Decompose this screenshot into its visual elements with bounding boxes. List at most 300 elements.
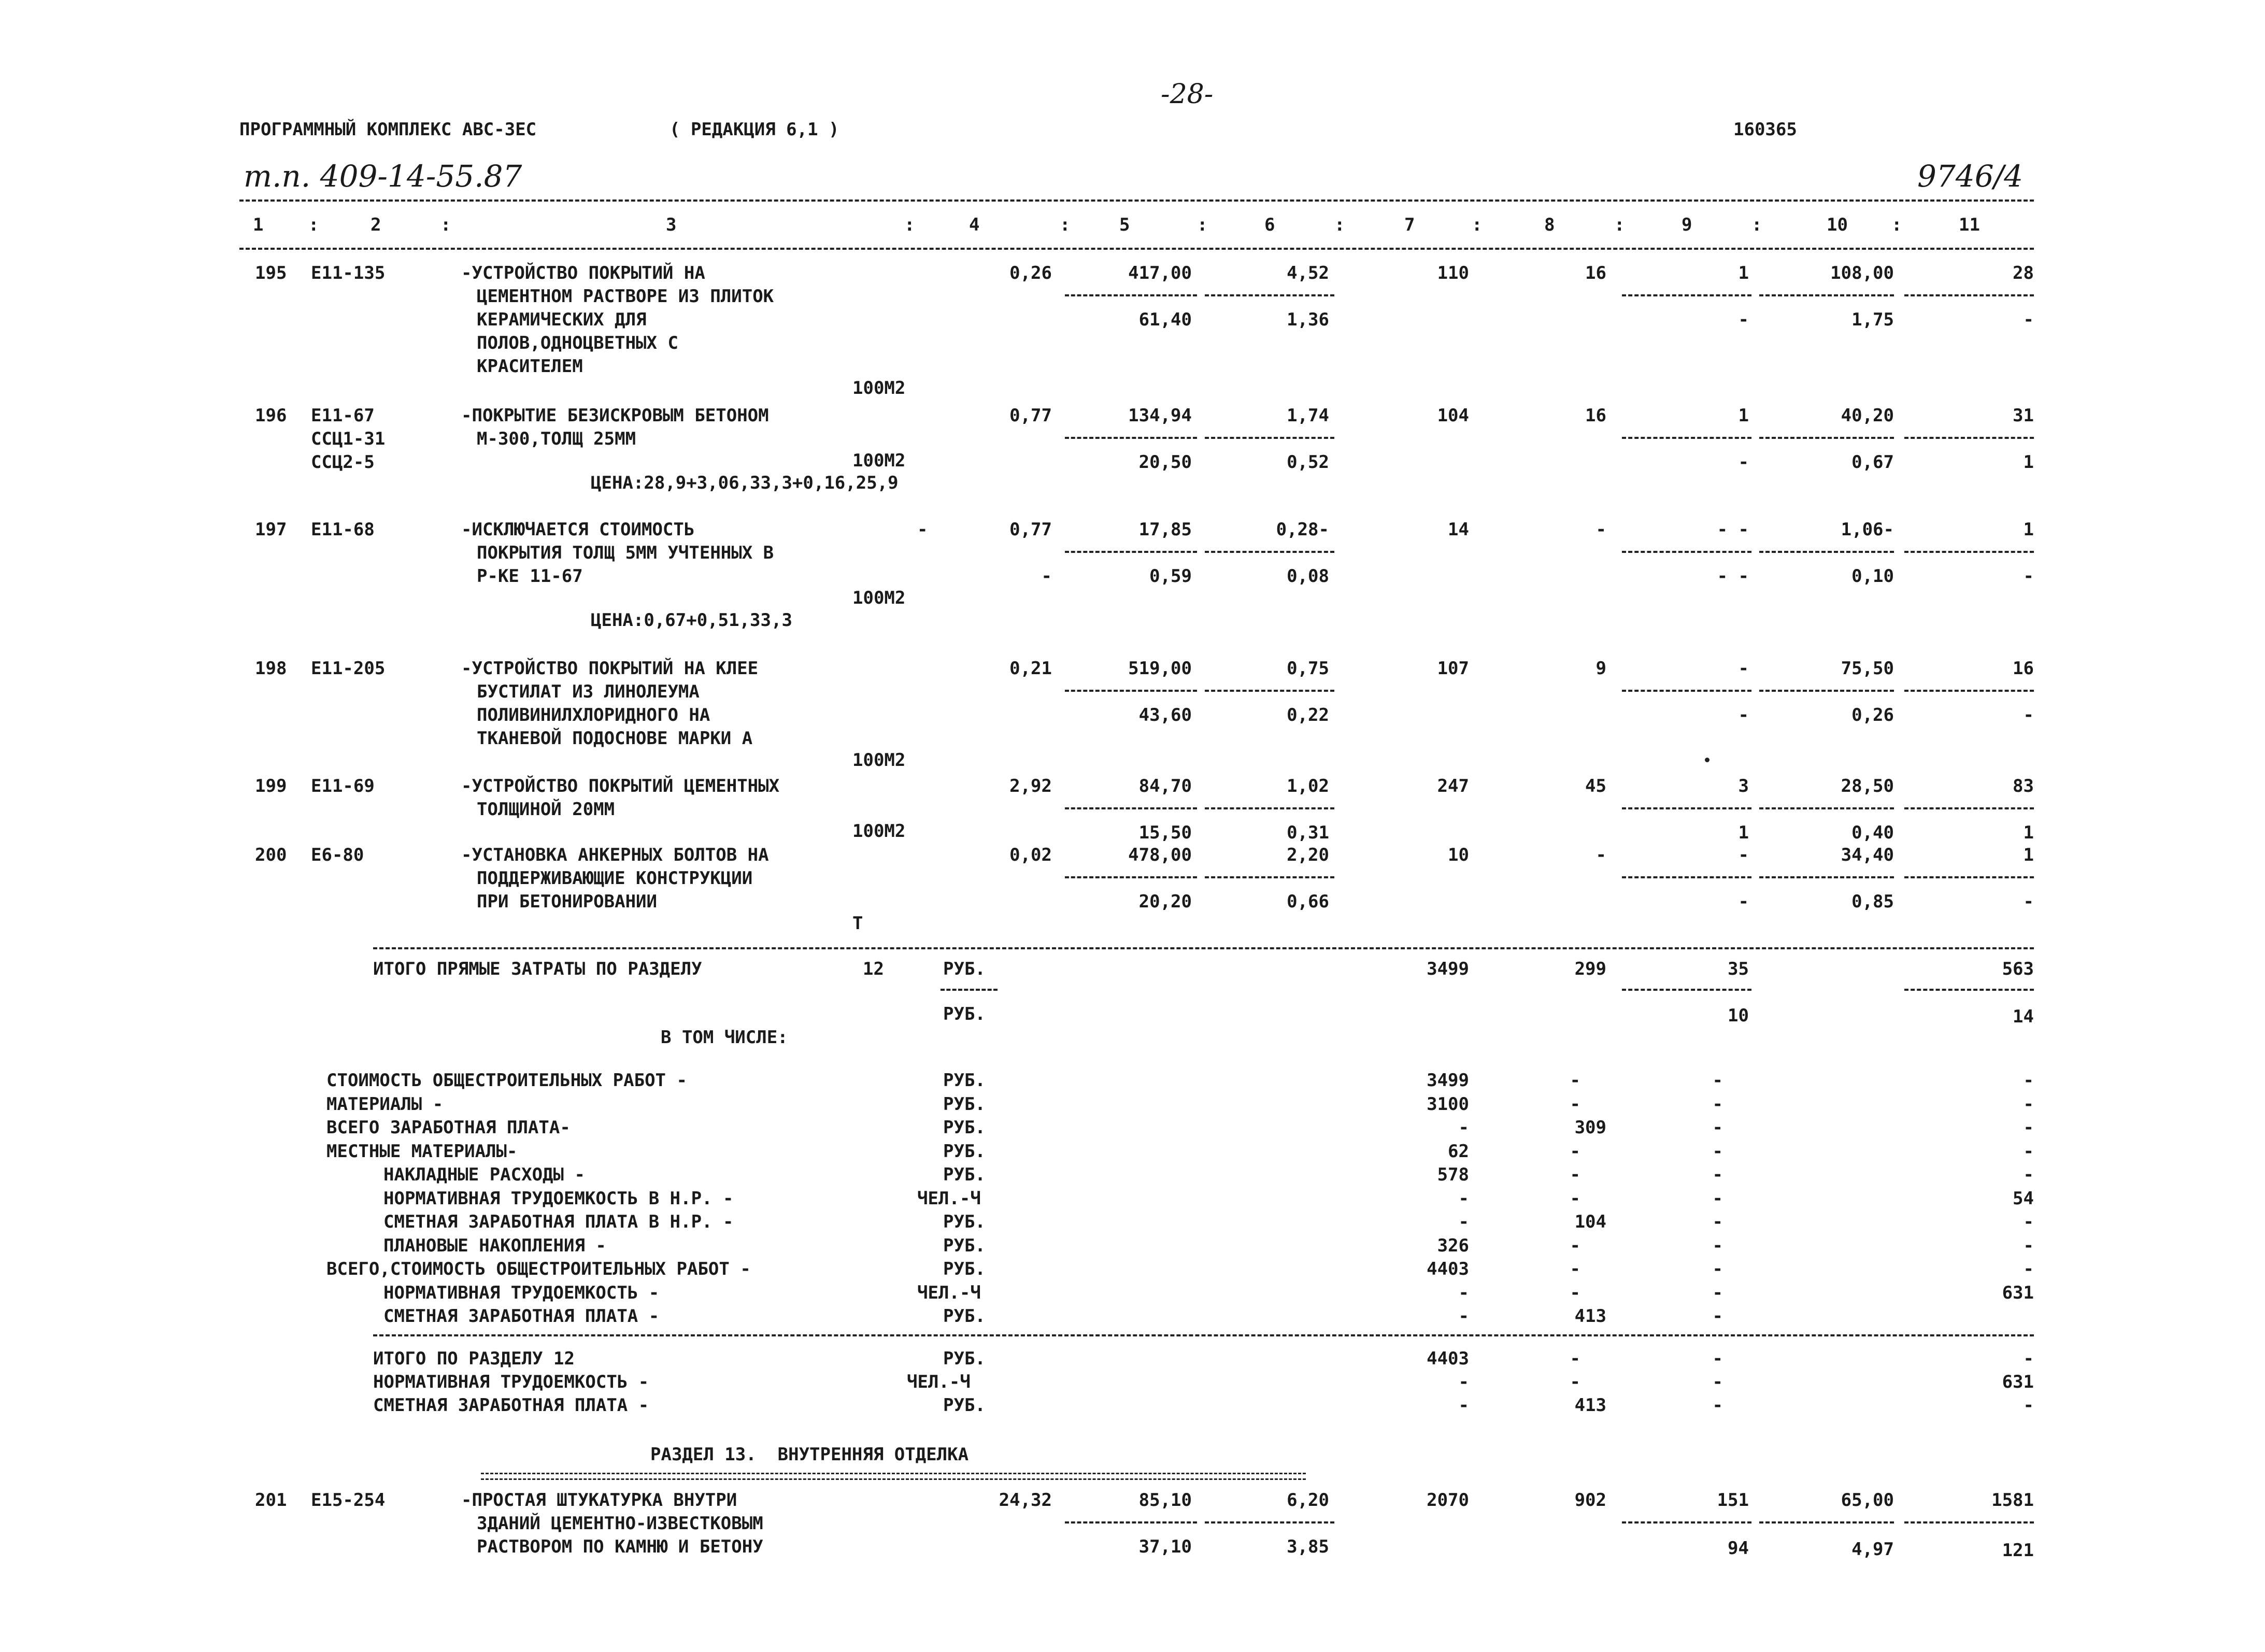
breakdown-col11: - xyxy=(2023,1093,2034,1115)
breakdown-unit: РУБ. xyxy=(943,1235,986,1256)
breakdown-col9: - xyxy=(1712,1070,1723,1091)
breakdown-col11: - xyxy=(2023,1164,2034,1185)
column-header-10: 10 xyxy=(1827,215,1848,235)
cell-col5: 84,70 xyxy=(1138,776,1192,796)
cell-col4: 2,92 xyxy=(1009,776,1052,796)
column-header-3: 3 xyxy=(666,215,677,235)
breakdown-col8: - xyxy=(1570,1259,1580,1279)
breakdown-col7: 3499 xyxy=(1427,1070,1469,1091)
cell-col8: 16 xyxy=(1585,263,1606,283)
rule-line xyxy=(1759,1521,1894,1523)
item-description: ЦЕМЕНТНОМ РАСТВОРЕ ИЗ ПЛИТОК xyxy=(477,286,774,307)
breakdown-unit: РУБ. xyxy=(943,1259,986,1279)
cell-col4: 0,77 xyxy=(1009,519,1052,540)
cell-col8: 902 xyxy=(1574,1490,1606,1511)
item-description: ПОЛОВ,ОДНОЦВЕТНЫХ С xyxy=(477,333,678,353)
cell-col6-sub: 3,85 xyxy=(1287,1536,1329,1557)
cell-col6: 1,02 xyxy=(1287,776,1329,796)
cell-col11-sub: - xyxy=(2023,566,2034,587)
breakdown-col11: - xyxy=(2023,1259,2034,1279)
section-13-title: РАЗДЕЛ 13. ВНУТРЕННЯЯ ОТДЕЛКА xyxy=(650,1444,969,1465)
cell-col7: 247 xyxy=(1437,776,1469,796)
item-description: ПОЛИВИНИЛХЛОРИДНОГО НА xyxy=(477,705,710,725)
rule-line xyxy=(1205,690,1334,692)
breakdown-col7: - xyxy=(1458,1212,1469,1232)
cell-col11-sub: 1 xyxy=(2023,452,2034,473)
item-description: ТКАНЕВОЙ ПОДОСНОВЕ МАРКИ А xyxy=(477,728,753,749)
total-direct-col7: 3499 xyxy=(1427,959,1469,979)
item-description: КЕРАМИЧЕСКИХ ДЛЯ xyxy=(477,309,647,330)
cell-col9-sub: - xyxy=(1738,891,1749,912)
rule-line xyxy=(1904,690,2034,692)
item-description: РАСТВОРОМ ПО КАМНЮ И БЕТОНУ xyxy=(477,1536,763,1557)
rule-line xyxy=(1622,294,1751,296)
cell-col5-sub: 20,50 xyxy=(1138,452,1192,473)
rule-line xyxy=(1065,1521,1197,1523)
breakdown-col11: - xyxy=(2023,1117,2034,1138)
cell-col10-sub: 0,67 xyxy=(1851,452,1894,473)
breakdown-col9: - xyxy=(1712,1093,1723,1115)
item-number: 197 xyxy=(255,519,287,540)
column-separator: : xyxy=(1472,215,1483,235)
cell-col11: 28 xyxy=(2013,263,2034,283)
breakdown-col9: - xyxy=(1712,1235,1723,1256)
rule-line xyxy=(373,947,2034,949)
breakdown-col9: - xyxy=(1712,1282,1723,1303)
rule-line xyxy=(1622,807,1751,809)
breakdown-unit: ЧЕЛ.-Ч xyxy=(917,1282,981,1303)
breakdown-unit: РУБ. xyxy=(943,1141,986,1162)
cell-col11-sub: 121 xyxy=(2002,1540,2034,1561)
page-number: -28- xyxy=(1161,79,1214,110)
item-number: 201 xyxy=(255,1490,287,1511)
cell-col6-sub: 0,66 xyxy=(1287,891,1329,912)
breakdown-unit: РУБ. xyxy=(943,1306,986,1327)
item-description: -УСТРОЙСТВО ПОКРЫТИЙ НА xyxy=(461,263,705,283)
cell-col5: 85,10 xyxy=(1138,1490,1192,1511)
column-separator: : xyxy=(1197,215,1208,235)
breakdown-label: МЕСТНЫЕ МАТЕРИАЛЫ- xyxy=(326,1141,518,1162)
breakdown-col8: - xyxy=(1570,1188,1580,1209)
item-number: 196 xyxy=(255,405,287,426)
rule-line xyxy=(1205,1521,1334,1523)
breakdown-label: ПЛАНОВЫЕ НАКОПЛЕНИЯ - xyxy=(383,1235,606,1256)
breakdown-unit: РУБ. xyxy=(943,1117,986,1138)
item-number: 198 xyxy=(255,658,287,679)
edition-label: ( РЕДАКЦИЯ 6,1 ) xyxy=(669,119,839,140)
breakdown-col7: 62 xyxy=(1448,1141,1469,1162)
cell-col9: 151 xyxy=(1717,1490,1749,1511)
rule-line xyxy=(1759,551,1894,553)
cell-col10: 108,00 xyxy=(1830,263,1894,283)
cell-col9-sub: - xyxy=(1738,705,1749,725)
section-total-unit: РУБ. xyxy=(943,1395,986,1416)
cell-col7: 14 xyxy=(1448,519,1469,540)
cell-col6-sub: 0,52 xyxy=(1287,452,1329,473)
breakdown-col8: - xyxy=(1570,1235,1580,1256)
breakdown-unit: РУБ. xyxy=(943,1093,986,1115)
project-code-handwritten: т.п. 409-14-55.87 xyxy=(244,159,522,194)
breakdown-col11: - xyxy=(2023,1141,2034,1162)
cell-col6: 2,20 xyxy=(1287,845,1329,865)
item-description: -ИСКЛЮЧАЕТСЯ СТОИМОСТЬ xyxy=(461,519,695,540)
cell-col11: 1 xyxy=(2023,519,2034,540)
cell-col5: 417,00 xyxy=(1128,263,1192,283)
item-description: КРАСИТЕЛЕМ xyxy=(477,356,583,377)
cell-col9-sub: 1 xyxy=(1738,822,1749,843)
cell-col6: 6,20 xyxy=(1287,1490,1329,1511)
item-code: Е11-205 xyxy=(311,658,386,679)
cell-col11: 1 xyxy=(2023,845,2034,865)
cell-col4: 0,77 xyxy=(1009,405,1052,426)
cell-col8: - xyxy=(1596,519,1606,540)
column-separator: : xyxy=(1334,215,1345,235)
cell-col5: 134,94 xyxy=(1128,405,1192,426)
cell-col5-sub: 61,40 xyxy=(1138,309,1192,330)
total-direct-col9: 35 xyxy=(1728,959,1749,979)
item-description: Р-КЕ 11-67 xyxy=(477,566,583,587)
cell-col6: 0,75 xyxy=(1287,658,1329,679)
breakdown-col9: - xyxy=(1712,1117,1723,1138)
cell-col11-sub: - xyxy=(2023,891,2034,912)
section-title-underline xyxy=(481,1473,1306,1480)
breakdown-col8: - xyxy=(1570,1164,1580,1185)
breakdown-col9: - xyxy=(1712,1141,1723,1162)
section-total-col8: - xyxy=(1570,1372,1580,1392)
cell-col6: 4,52 xyxy=(1287,263,1329,283)
cell-col11-sub: - xyxy=(2023,705,2034,725)
cell-col10-sub: 0,26 xyxy=(1851,705,1894,725)
cell-col10-sub: 0,10 xyxy=(1851,566,1894,587)
column-header-5: 5 xyxy=(1119,215,1130,235)
item-description: -УСТАНОВКА АНКЕРНЫХ БОЛТОВ НА xyxy=(461,845,769,865)
total-direct-col8: 299 xyxy=(1574,959,1606,979)
section-total-col9: - xyxy=(1712,1395,1723,1416)
breakdown-label: СТОИМОСТЬ ОБЩЕСТРОИТЕЛЬНЫХ РАБОТ - xyxy=(326,1070,687,1091)
breakdown-label: ВСЕГО ЗАРАБОТНАЯ ПЛАТА- xyxy=(326,1117,571,1138)
item-unit: Т xyxy=(852,913,863,934)
item-code: Е6-80 xyxy=(311,845,364,865)
rule-line xyxy=(1759,807,1894,809)
cell-col7: 2070 xyxy=(1427,1490,1469,1511)
rule-line xyxy=(1622,690,1751,692)
rule-line xyxy=(1065,807,1197,809)
cell-col9-sub: - xyxy=(1738,309,1749,330)
cell-col5-sub: 0,59 xyxy=(1149,566,1192,587)
column-separator: : xyxy=(1891,215,1902,235)
cell-col8: 45 xyxy=(1585,776,1606,796)
item-code: Е11-67 xyxy=(311,405,375,426)
breakdown-col11: 54 xyxy=(2013,1188,2034,1209)
breakdown-label: СМЕТНАЯ ЗАРАБОТНАЯ ПЛАТА В Н.Р. - xyxy=(383,1212,734,1232)
item-description: -ПРОСТАЯ ШТУКАТУРКА ВНУТРИ xyxy=(461,1490,737,1511)
breakdown-label: СМЕТНАЯ ЗАРАБОТНАЯ ПЛАТА - xyxy=(383,1306,660,1327)
item-description: ПОДДЕРЖИВАЮЩИЕ КОНСТРУКЦИИ xyxy=(477,868,753,889)
breakdown-col7: - xyxy=(1458,1117,1469,1138)
section-total-unit: РУБ. xyxy=(943,1348,986,1369)
cell-col9-sub: - xyxy=(1738,452,1749,473)
item-unit: 100М2 xyxy=(852,378,906,398)
cell-col6: 0,28- xyxy=(1276,519,1329,540)
cell-col5: 17,85 xyxy=(1138,519,1192,540)
rule-line xyxy=(1622,437,1751,439)
column-separator: : xyxy=(1751,215,1762,235)
item-number: 195 xyxy=(255,263,287,283)
column-separator: : xyxy=(904,215,915,235)
total-direct-section: 12 xyxy=(863,959,884,979)
item-description: -ПОКРЫТИЕ БЕЗИСКРОВЫМ БЕТОНОМ xyxy=(461,405,769,426)
cell-col8: - xyxy=(1596,845,1606,865)
column-separator: : xyxy=(308,215,319,235)
breakdown-col8: - xyxy=(1570,1282,1580,1303)
section-total-label: ИТОГО ПО РАЗДЕЛУ 12 xyxy=(373,1348,575,1369)
cell-col10: 34,40 xyxy=(1841,845,1894,865)
rule-line xyxy=(1904,876,2034,878)
rule-line xyxy=(1622,1521,1751,1523)
cell-col6-sub: 0,22 xyxy=(1287,705,1329,725)
breakdown-col7: - xyxy=(1458,1282,1469,1303)
section-total-col11: - xyxy=(2023,1348,2034,1369)
total-direct-label: ИТОГО ПРЯМЫЕ ЗАТРАТЫ ПО РАЗДЕЛУ xyxy=(373,959,702,979)
rule-line xyxy=(1904,807,2034,809)
total-direct-col11-sub: 14 xyxy=(2013,1006,2034,1027)
item-description: БУСТИЛАТ ИЗ ЛИНОЛЕУМА xyxy=(477,681,700,702)
section-total-col11: 631 xyxy=(2002,1372,2034,1392)
cell-col9: 1 xyxy=(1738,405,1749,426)
cell-col6-sub: 1,36 xyxy=(1287,309,1329,330)
section-total-col7: - xyxy=(1458,1395,1469,1416)
column-header-9: 9 xyxy=(1682,215,1692,235)
section-total-col11: - xyxy=(2023,1395,2034,1416)
breakdown-col8: - xyxy=(1570,1070,1580,1091)
rule-line xyxy=(941,989,998,991)
column-separator: : xyxy=(440,215,451,235)
breakdown-label: НОРМАТИВНАЯ ТРУДОЕМКОСТЬ В Н.Р. - xyxy=(383,1188,734,1209)
breakdown-col9: - xyxy=(1712,1306,1723,1327)
column-header-1: 1 xyxy=(253,215,264,235)
item-description: ПОКРЫТИЯ ТОЛЩ 5ММ УЧТЕННЫХ В xyxy=(477,543,774,563)
rule-line xyxy=(1904,551,2034,553)
program-title: ПРОГРАММНЫЙ КОМПЛЕКС АВС-3ЕС xyxy=(239,119,537,140)
section-total-col7: - xyxy=(1458,1372,1469,1392)
item-unit: 100М2 xyxy=(852,821,906,842)
breakdown-col7: 578 xyxy=(1437,1164,1469,1185)
rule-line xyxy=(1622,551,1751,553)
section-total-col9: - xyxy=(1712,1348,1723,1369)
column-header-2: 2 xyxy=(371,215,381,235)
cell-col4: 0,26 xyxy=(1009,263,1052,283)
breakdown-col8: 309 xyxy=(1574,1117,1606,1138)
breakdown-col8: - xyxy=(1570,1093,1580,1115)
cell-col5-sub: 37,10 xyxy=(1138,1536,1192,1557)
breakdown-col9: - xyxy=(1712,1259,1723,1279)
cell-col6-sub: 0,31 xyxy=(1287,822,1329,843)
rule-line xyxy=(1759,437,1894,439)
item-number: 199 xyxy=(255,776,287,796)
item-code: Е11-69 xyxy=(311,776,375,796)
cell-col10: 75,50 xyxy=(1841,658,1894,679)
cell-col7: 10 xyxy=(1448,845,1469,865)
breakdown-label: ВСЕГО,СТОИМОСТЬ ОБЩЕСТРОИТЕЛЬНЫХ РАБОТ - xyxy=(326,1259,751,1279)
column-header-8: 8 xyxy=(1544,215,1555,235)
item-code: Е11-68 xyxy=(311,519,375,540)
cell-col9: 3 xyxy=(1738,776,1749,796)
cell-col5-sub: 43,60 xyxy=(1138,705,1192,725)
breakdown-col8: 413 xyxy=(1574,1306,1606,1327)
rule-line xyxy=(1065,551,1197,553)
item-code: Е11-135 xyxy=(311,263,386,283)
rule-line xyxy=(1205,876,1334,878)
cell-col6-sub: 0,08 xyxy=(1287,566,1329,587)
breakdown-unit: РУБ. xyxy=(943,1212,986,1232)
breakdown-col9: - xyxy=(1712,1212,1723,1232)
item-number: 200 xyxy=(255,845,287,865)
cell-col5-sub: 20,20 xyxy=(1138,891,1192,912)
item-description: М-300,ТОЛЩ 25ММ xyxy=(477,429,636,449)
rule-line xyxy=(1205,437,1334,439)
cell-col9: - xyxy=(1738,658,1749,679)
cell-col11: 31 xyxy=(2013,405,2034,426)
column-header-4: 4 xyxy=(969,215,980,235)
breakdown-unit: РУБ. xyxy=(943,1164,986,1185)
rule-line xyxy=(1205,807,1334,809)
rule-line xyxy=(1065,876,1197,878)
cell-col10: 40,20 xyxy=(1841,405,1894,426)
rule-line xyxy=(1759,294,1894,296)
cell-col10-sub: 0,85 xyxy=(1851,891,1894,912)
rule-line xyxy=(1759,876,1894,878)
cell-col11: 16 xyxy=(2013,658,2034,679)
cell-col10-sub: 0,40 xyxy=(1851,822,1894,843)
section-total-col7: 4403 xyxy=(1427,1348,1469,1369)
item-description: ТОЛЩИНОЙ 20ММ xyxy=(477,799,615,820)
rule-line xyxy=(1904,1521,2034,1523)
rule-line xyxy=(1065,690,1197,692)
cell-col11: 83 xyxy=(2013,776,2034,796)
column-header-7: 7 xyxy=(1404,215,1415,235)
item-code: Е15-254 xyxy=(311,1490,386,1511)
rule-line xyxy=(239,200,2034,202)
cell-col5: 519,00 xyxy=(1128,658,1192,679)
breakdown-label: НАКЛАДНЫЕ РАСХОДЫ - xyxy=(383,1164,585,1185)
cell-col6: 1,74 xyxy=(1287,405,1329,426)
breakdown-col11: - xyxy=(2023,1235,2034,1256)
cell-col7: 104 xyxy=(1437,405,1469,426)
section-total-label: СМЕТНАЯ ЗАРАБОТНАЯ ПЛАТА - xyxy=(373,1395,649,1416)
sheet-code-handwritten: 9746/4 xyxy=(1917,159,2024,194)
item-price-formula: ЦЕНА:0,67+0,51,33,3 xyxy=(591,610,792,631)
item-description: -УСТРОЙСТВО ПОКРЫТИЙ ЦЕМЕНТНЫХ xyxy=(461,776,780,796)
item-code: ССЦ1-31 xyxy=(311,429,386,449)
section-total-label: НОРМАТИВНАЯ ТРУДОЕМКОСТЬ - xyxy=(373,1372,649,1392)
cell-col9: 1 xyxy=(1738,263,1749,283)
cell-col5: 478,00 xyxy=(1128,845,1192,865)
total-direct-col9-sub: 10 xyxy=(1728,1005,1749,1026)
total-direct-unit: РУБ. xyxy=(943,959,986,979)
cell-col9-sub: 94 xyxy=(1728,1538,1749,1559)
column-header-11: 11 xyxy=(1959,215,1980,235)
section-total-unit: ЧЕЛ.-Ч xyxy=(907,1372,971,1392)
item-code: ССЦ2-5 xyxy=(311,452,375,473)
cell-col5-sub: 15,50 xyxy=(1138,822,1192,843)
column-separator: : xyxy=(1060,215,1071,235)
cell-col11-sub: 1 xyxy=(2023,822,2034,843)
item-unit: 100М2 xyxy=(852,588,906,608)
cell-col9: - xyxy=(1738,845,1749,865)
stray-dot xyxy=(1705,758,1710,762)
total-direct-unit-2: РУБ. xyxy=(943,1004,986,1024)
cell-col9-sub: - - xyxy=(1717,566,1749,587)
rule-line xyxy=(1622,876,1751,878)
section-total-col8: - xyxy=(1570,1348,1580,1369)
breakdown-col9: - xyxy=(1712,1164,1723,1185)
cell-col10: 1,06- xyxy=(1841,519,1894,540)
rule-line xyxy=(1065,437,1197,439)
cell-col9: - - xyxy=(1717,519,1749,540)
cell-col8: 9 xyxy=(1596,658,1606,679)
rule-line xyxy=(1759,690,1894,692)
breakdown-col7: 4403 xyxy=(1427,1259,1469,1279)
rule-line xyxy=(373,1334,2034,1336)
breakdown-col11: - xyxy=(2023,1212,2034,1232)
item-unit: 100М2 xyxy=(852,750,906,771)
cell-col8: 16 xyxy=(1585,405,1606,426)
column-header-6: 6 xyxy=(1264,215,1275,235)
including-label: В ТОМ ЧИСЛЕ: xyxy=(661,1027,788,1048)
breakdown-unit: РУБ. xyxy=(943,1070,986,1091)
document-code: 160365 xyxy=(1733,119,1797,140)
cell-col4-mark: - xyxy=(917,519,928,540)
breakdown-unit: ЧЕЛ.-Ч xyxy=(917,1188,981,1209)
item-description: ПРИ БЕТОНИРОВАНИИ xyxy=(477,891,657,912)
rule-line xyxy=(1904,437,2034,439)
breakdown-label: МАТЕРИАЛЫ - xyxy=(326,1093,444,1115)
column-separator: : xyxy=(1614,215,1625,235)
breakdown-col11: - xyxy=(2023,1070,2034,1091)
section-total-col8: 413 xyxy=(1574,1395,1606,1416)
rule-line xyxy=(1205,551,1334,553)
rule-line xyxy=(1904,989,2034,991)
breakdown-col8: 104 xyxy=(1574,1212,1606,1232)
section-total-col9: - xyxy=(1712,1372,1723,1392)
cell-col4: 24,32 xyxy=(999,1490,1052,1511)
rule-line xyxy=(1904,294,2034,296)
breakdown-col7: 326 xyxy=(1437,1235,1469,1256)
item-description: ЗДАНИЙ ЦЕМЕНТНО-ИЗВЕСТКОВЫМ xyxy=(477,1513,763,1534)
breakdown-col11: 631 xyxy=(2002,1282,2034,1303)
rule-line xyxy=(1205,294,1334,296)
breakdown-label: НОРМАТИВНАЯ ТРУДОЕМКОСТЬ - xyxy=(383,1282,660,1303)
breakdown-col9: - xyxy=(1712,1188,1723,1209)
cell-col11: 1581 xyxy=(1991,1490,2034,1511)
cell-col7: 110 xyxy=(1437,263,1469,283)
cell-col4-sub: - xyxy=(1041,566,1052,587)
item-unit: 100М2 xyxy=(852,450,906,471)
cell-col10-sub: 1,75 xyxy=(1851,309,1894,330)
breakdown-col7: 3100 xyxy=(1427,1093,1469,1115)
breakdown-col7: - xyxy=(1458,1188,1469,1209)
cell-col10: 28,50 xyxy=(1841,776,1894,796)
rule-line xyxy=(1622,989,1751,991)
rule-line xyxy=(1065,294,1197,296)
total-direct-col11: 563 xyxy=(2002,959,2034,979)
breakdown-col7: - xyxy=(1458,1306,1469,1327)
cell-col10: 65,00 xyxy=(1841,1490,1894,1511)
item-price-formula: ЦЕНА:28,9+3,06,33,3+0,16,25,9 xyxy=(591,473,899,493)
rule-line xyxy=(239,248,2034,250)
cell-col4: 0,21 xyxy=(1009,658,1052,679)
cell-col10-sub: 4,97 xyxy=(1851,1539,1894,1560)
